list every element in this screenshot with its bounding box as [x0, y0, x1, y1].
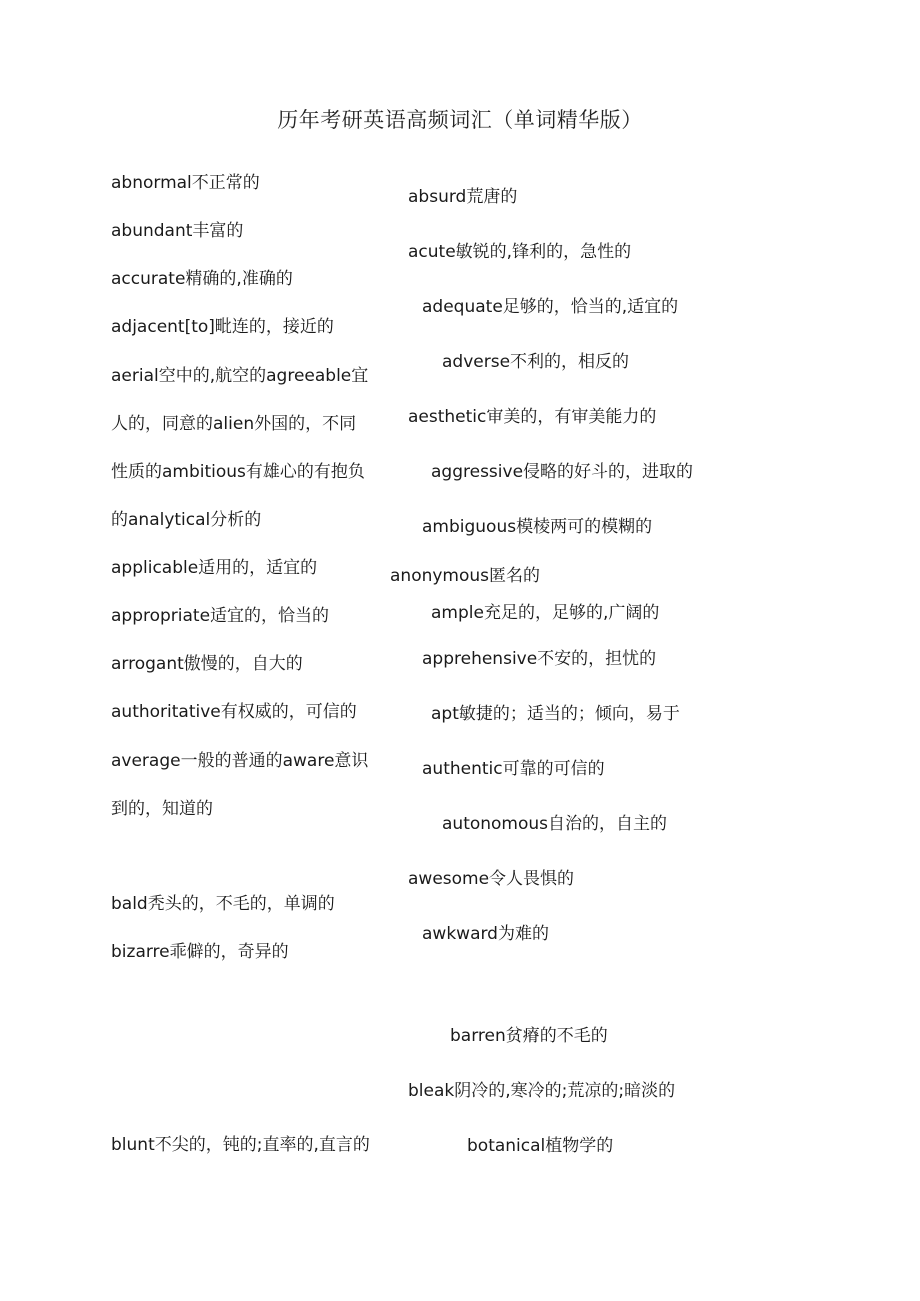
right-line-anonymous: anonymous匿名的: [390, 566, 541, 586]
right-line-autonomous: autonomous自治的，自主的: [442, 814, 668, 834]
left-line-appropriate: appropriate适宜的，恰当的: [111, 606, 330, 626]
right-line-apprehensive: apprehensive不安的，担忧的: [422, 649, 657, 669]
left-line-bald: bald秃头的，不毛的，单调的: [111, 894, 335, 914]
left-line-aerial: aerial空中的,航空的agreeable宜: [111, 366, 369, 386]
right-line-aesthetic: aesthetic审美的，有审美能力的: [408, 407, 657, 427]
left-line-applicable: applicable适用的，适宜的: [111, 558, 318, 578]
right-line-awesome: awesome令人畏惧的: [408, 869, 575, 889]
left-line-aware-cont: 到的，知道的: [111, 799, 213, 819]
right-line-ambiguous: ambiguous模棱两可的模糊的: [422, 517, 653, 537]
right-line-bleak: bleak阴冷的,寒冷的;荒凉的;暗淡的: [408, 1081, 676, 1101]
right-line-apt: apt敏捷的；适当的；倾向，易于: [431, 704, 680, 724]
left-line-alien-cont: 性质的ambitious有雄心的有抱负: [111, 462, 365, 482]
right-line-acute: acute敏锐的,锋利的，急性的: [408, 242, 632, 262]
left-line-bizarre: bizarre乖僻的，奇异的: [111, 942, 289, 962]
right-line-adequate: adequate足够的，恰当的,适宜的: [422, 297, 679, 317]
right-line-barren: barren贫瘠的不毛的: [450, 1026, 608, 1046]
left-line-accurate: accurate精确的,准确的: [111, 269, 293, 289]
right-line-awkward: awkward为难的: [422, 924, 549, 944]
left-line-adjacent: adjacent[to]毗连的，接近的: [111, 317, 334, 337]
left-line-analytical: 的analytical分析的: [111, 510, 262, 530]
left-line-arrogant: arrogant傲慢的，自大的: [111, 654, 303, 674]
right-line-authentic: authentic可靠的可信的: [422, 759, 605, 779]
right-line-botanical: botanical植物学的: [467, 1136, 614, 1156]
left-line-average: average一般的普通的aware意识: [111, 751, 369, 771]
right-line-adverse: adverse不利的，相反的: [442, 352, 630, 372]
right-line-aggressive: aggressive侵略的好斗的，进取的: [431, 462, 694, 482]
left-line-abnormal: abnormal不正常的: [111, 173, 260, 193]
left-line-authoritative: authoritative有权威的，可信的: [111, 702, 357, 722]
left-line-agreeable-cont: 人的，同意的alien外国的，不同: [111, 414, 357, 434]
left-line-blunt: blunt不尖的，钝的;直率的,直言的: [111, 1135, 370, 1155]
right-line-absurd: absurd荒唐的: [408, 187, 518, 207]
left-line-abundant: abundant丰富的: [111, 221, 244, 241]
page-title: 历年考研英语高频词汇（单词精华版）: [277, 108, 643, 132]
right-line-ample: ample充足的，足够的,广阔的: [431, 603, 660, 623]
